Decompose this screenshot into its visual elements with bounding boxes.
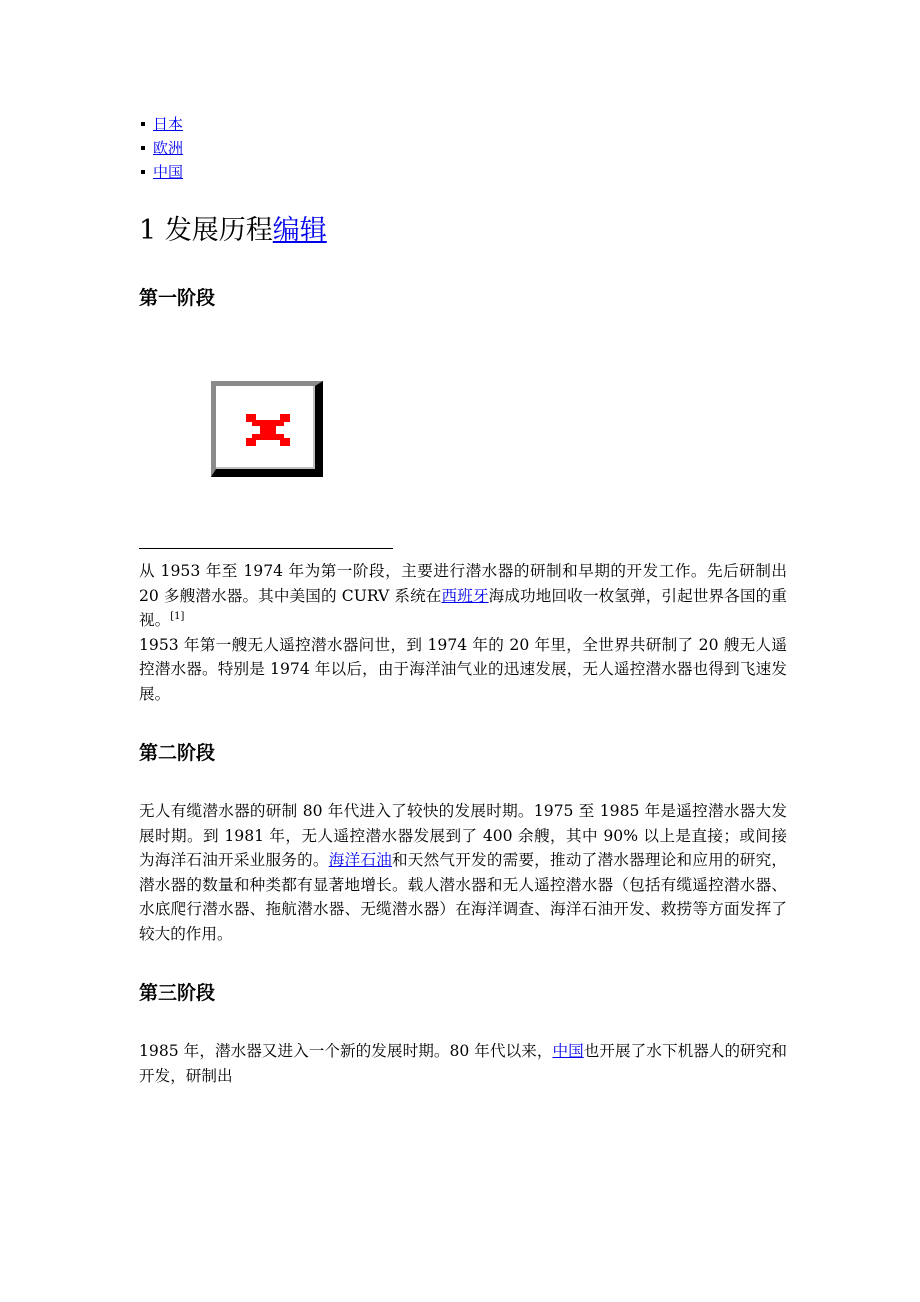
link-japan[interactable]: 日本 [153,115,184,133]
stage1-paragraph-2: 1953 年第一艘无人遥控潜水器问世，到 1974 年的 20 年里，全世界共研制了 20 艘无人遥控潜水器。特别是 1974 年以后，由于海洋油气业的迅速发展，无人遥控潜水器也得到飞速发展。 [139,635,787,703]
stage1-paragraph-1: 从 1953 年至 1974 年为第一阶段，主要进行潜水器的研制和早期的开发工作。先后研制出 20 多艘潜水器。其中美国的 CURV 系统在西班牙海成功地回收一枚氢弹，引起世界各国的重视。[1] [139,562,787,629]
bullet-icon [141,146,145,150]
link-china-inline[interactable]: 中国 [552,1042,584,1060]
article-body [139,112,787,1088]
link-china[interactable]: 中国 [153,163,184,181]
reference-1[interactable]: [1] [170,611,185,622]
toc-item-china [139,160,787,184]
bullet-icon [141,122,145,126]
toc-item-europe [139,136,787,160]
broken-image-placeholder[interactable] [211,381,323,477]
stage2-heading: 第二阶段 [139,742,216,764]
bullet-icon [141,170,145,174]
stage3-heading: 第三阶段 [139,982,216,1004]
stage2-paragraph: 无人有缆潜水器的研制 80 年代进入了较快的发展时期。1975 至 1985 年是遥控潜水器大发展时期。到 1981 年，无人遥控潜水器发展到了 400 余艘，其中 90% 以上是直接；或间接为海洋石油开采业服务的。海洋石油和天然气开发的需要，推动了潜水器理论和应用的研究，潜水器的数量和种类都有显著地增长。载人潜水器和无人遥控潜水器（包括有缆遥控潜水器、水底爬行潜水器、拖航潜水器、无缆潜水器）在海洋调查、海洋石油开发、救捞等方面发挥了较大的作用。 [139,802,787,943]
toc-item-japan [139,112,787,136]
edit-link[interactable]: 编辑 [272,215,327,246]
stage1-heading: 第一阶段 [139,287,216,309]
link-europe[interactable]: 欧洲 [153,139,184,157]
section-heading-history [139,211,787,251]
section-title: 1 发展历程 [139,215,273,246]
broken-image-icon [242,410,294,450]
image-area [139,312,787,555]
link-spain[interactable]: 西班牙 [441,586,489,605]
link-offshore-oil[interactable]: 海洋石油 [328,851,392,869]
toc-list [139,112,787,184]
stage3-paragraph: 1985 年，潜水器又进入一个新的发展时期。80 年代以来，中国也开展了水下机器人的研究和开发，研制出 [139,1042,787,1085]
divider [139,548,393,549]
